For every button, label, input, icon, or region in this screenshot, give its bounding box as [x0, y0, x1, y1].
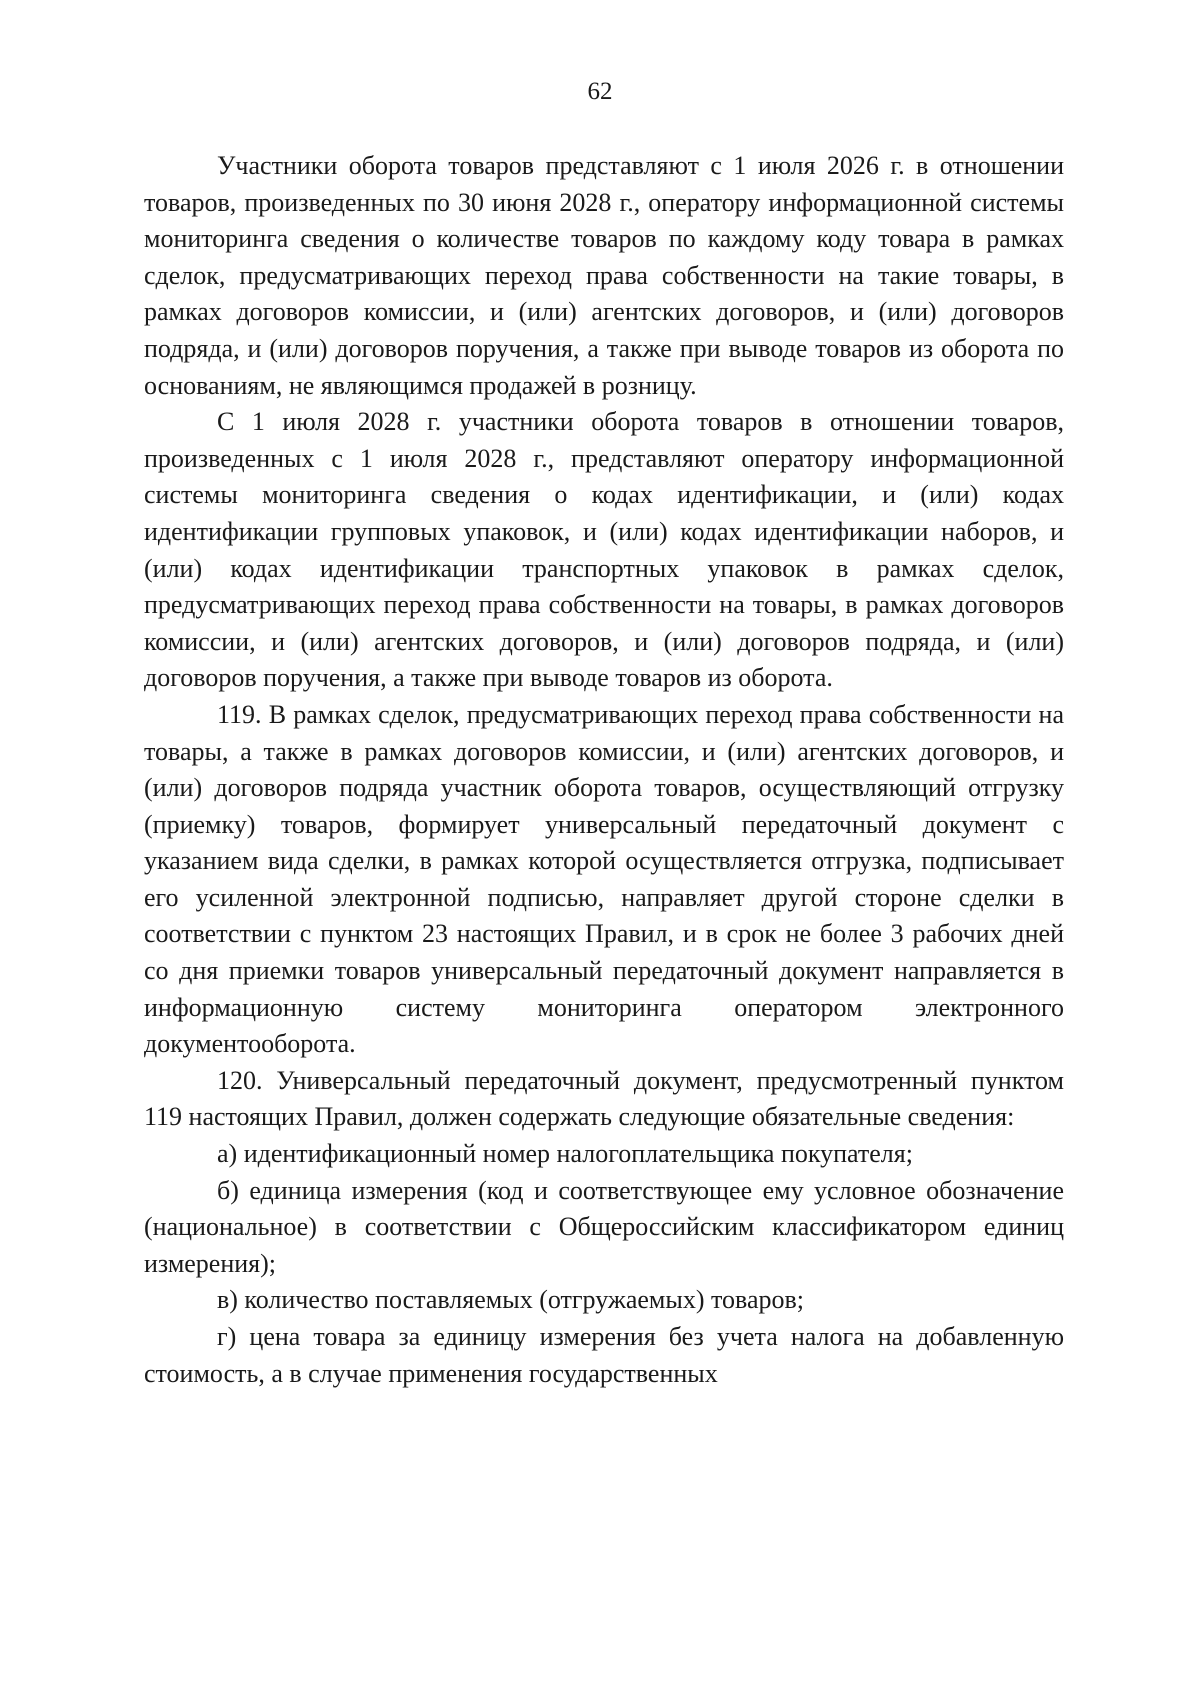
paragraph-reporting-2026: Участники оборота товаров представляют с 1 июля 2026 г. в отношении товаров, произведенных по 30 июня 2028 г., оператору информационной системы мониторинга сведения о количестве товаров по каждому коду товара в рамках сделок, предусматривающих переход права собственности на такие товары, в рамках договоров комиссии, и (или) агентских договоров, и (или) договоров подряда, и (или) договоров поручения, а также при выводе товаров из оборота по основаниям, не являющимся продажей в розницу.	[144, 151, 1064, 400]
list-item-a: а) идентификационный номер налогоплательщика покупателя;	[217, 1139, 913, 1169]
list-item-b: б) единица измерения (код и соответствующее ему условное обозначение (национальное) в соответствии с Общероссийским классификатором единиц измерения);	[144, 1175, 1064, 1278]
list-item-v: в) количество поставляемых (отгружаемых) товаров;	[217, 1285, 804, 1315]
paragraph-reporting-2028: С 1 июля 2028 г. участники оборота товаров в отношении товаров, произведенных с 1 июля 2028 г., представляют оператору информационной системы мониторинга сведения о кодах идентификации, и (или) кодах идентификации групповых упаковок, и (или) кодах идентификации наборов, и (или) кодах идентификации транспортных упаковок в рамках сделок, предусматривающих переход права собственности на товары, в рамках договоров комиссии, и (или) агентских договоров, и (или) договоров подряда, и (или) договоров поручения, а также при выводе товаров из оборота.	[144, 407, 1064, 693]
paragraph-clause-119: 119. В рамках сделок, предусматривающих переход права собственности на товары, а также в рамках договоров комиссии, и (или) агентских договоров, и (или) договоров подряда участник оборота товаров, осуществляющий отгрузку (приемку) товаров, формирует универсальный передаточный документ с указанием вида сделки, в рамках которой осуществляется отгрузка, подписывает его усиленной электронной подписью, направляет другой стороне сделки в соответствии с пунктом 23 настоящих Правил, и в срок не более 3 рабочих дней со дня приемки товаров универсальный передаточный документ направляется в информационную систему мониторинга оператором электронного документооборота.	[144, 699, 1064, 1059]
list-item-g: г) цена товара за единицу измерения без учета налога на добавленную стоимость, а в случае применения государственных	[144, 1322, 1064, 1388]
paragraph-clause-120: 120. Универсальный передаточный документ, предусмотренный пунктом 119 настоящих Правил, должен содержать следующие обязательные сведения:	[144, 1065, 1064, 1132]
document-body	[144, 148, 1064, 1392]
page-number: 62	[587, 78, 613, 105]
